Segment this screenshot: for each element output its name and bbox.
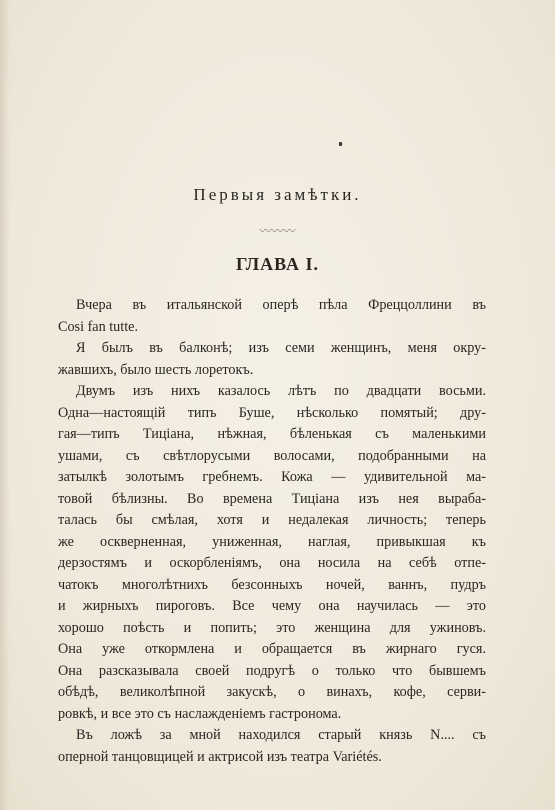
text-line: обѣдѣ, великолѣпной закускѣ, о винахъ, кофе, серви- <box>58 684 486 700</box>
text-line: Она уже откормлена и обращается въ жирнаго гуся. <box>58 641 486 657</box>
text-line: Я былъ въ балконѣ; изъ семи женщинъ, меня окру- <box>76 340 486 356</box>
body-text <box>58 295 486 768</box>
text-line: жавшихъ, было шесть лоретокъ. <box>58 361 254 378</box>
text-line: товой бѣлизны. Во времена Тиціана изъ нея выраба- <box>58 490 486 507</box>
text-line: Въ ложѣ за мной находился старый князь N.... съ <box>76 727 486 743</box>
ink-speck <box>339 142 342 146</box>
text-line: же оскверненная, униженная, наглая, привыкшая къ <box>58 533 486 550</box>
page-edge-shadow <box>0 0 10 810</box>
text-line: Вчера въ итальянской оперѣ пѣла Фреццоллини въ <box>76 297 486 313</box>
text-line: затылкѣ золотымъ гребнемъ. Кожа — удивительной ма- <box>58 469 486 485</box>
text-line: и жирныхъ пироговъ. Все чему она научилась — это <box>58 598 486 614</box>
text-line: оперной танцовщицей и актрисой изъ театра Variétés. <box>58 748 382 765</box>
text-line: дерзостямъ и оскорбленіямъ, она носила на себѣ отпе- <box>58 555 486 571</box>
text-line: талась бы смѣлая, хотя и недалекая личность; теперь <box>58 512 486 528</box>
text-line: ровкѣ, и все это съ наслажденіемъ гастронома. <box>58 705 342 722</box>
text-line: гая—типъ Тиціана, нѣжная, бѣленькая съ маленькими <box>58 426 486 442</box>
chapter-title: ГЛАВА I. <box>235 254 320 274</box>
text-line: Двумъ изъ нихъ казалось лѣтъ по двадцати восьми. <box>76 383 486 399</box>
text-line: Одна—настоящій типъ Буше, нѣсколько помятый; дру- <box>58 404 486 421</box>
text-line: Cosi fan tutte. <box>58 318 138 335</box>
ornament-divider: 〰〰〰 <box>259 224 296 238</box>
text-line: хорошо поѣсть и попить; это женщина для ужиновъ. <box>58 619 486 636</box>
text-line: Она разсказывала своей подругѣ о только что бывшемъ <box>58 662 486 679</box>
text-line: чатокъ многолѣтнихъ безсонныхъ ночей, ваннъ, пудръ <box>58 576 486 593</box>
section-title: Первыя замѣтки. <box>193 185 362 204</box>
text-line: ушами, съ свѣтлорусыми волосами, подобранными на <box>58 447 486 464</box>
